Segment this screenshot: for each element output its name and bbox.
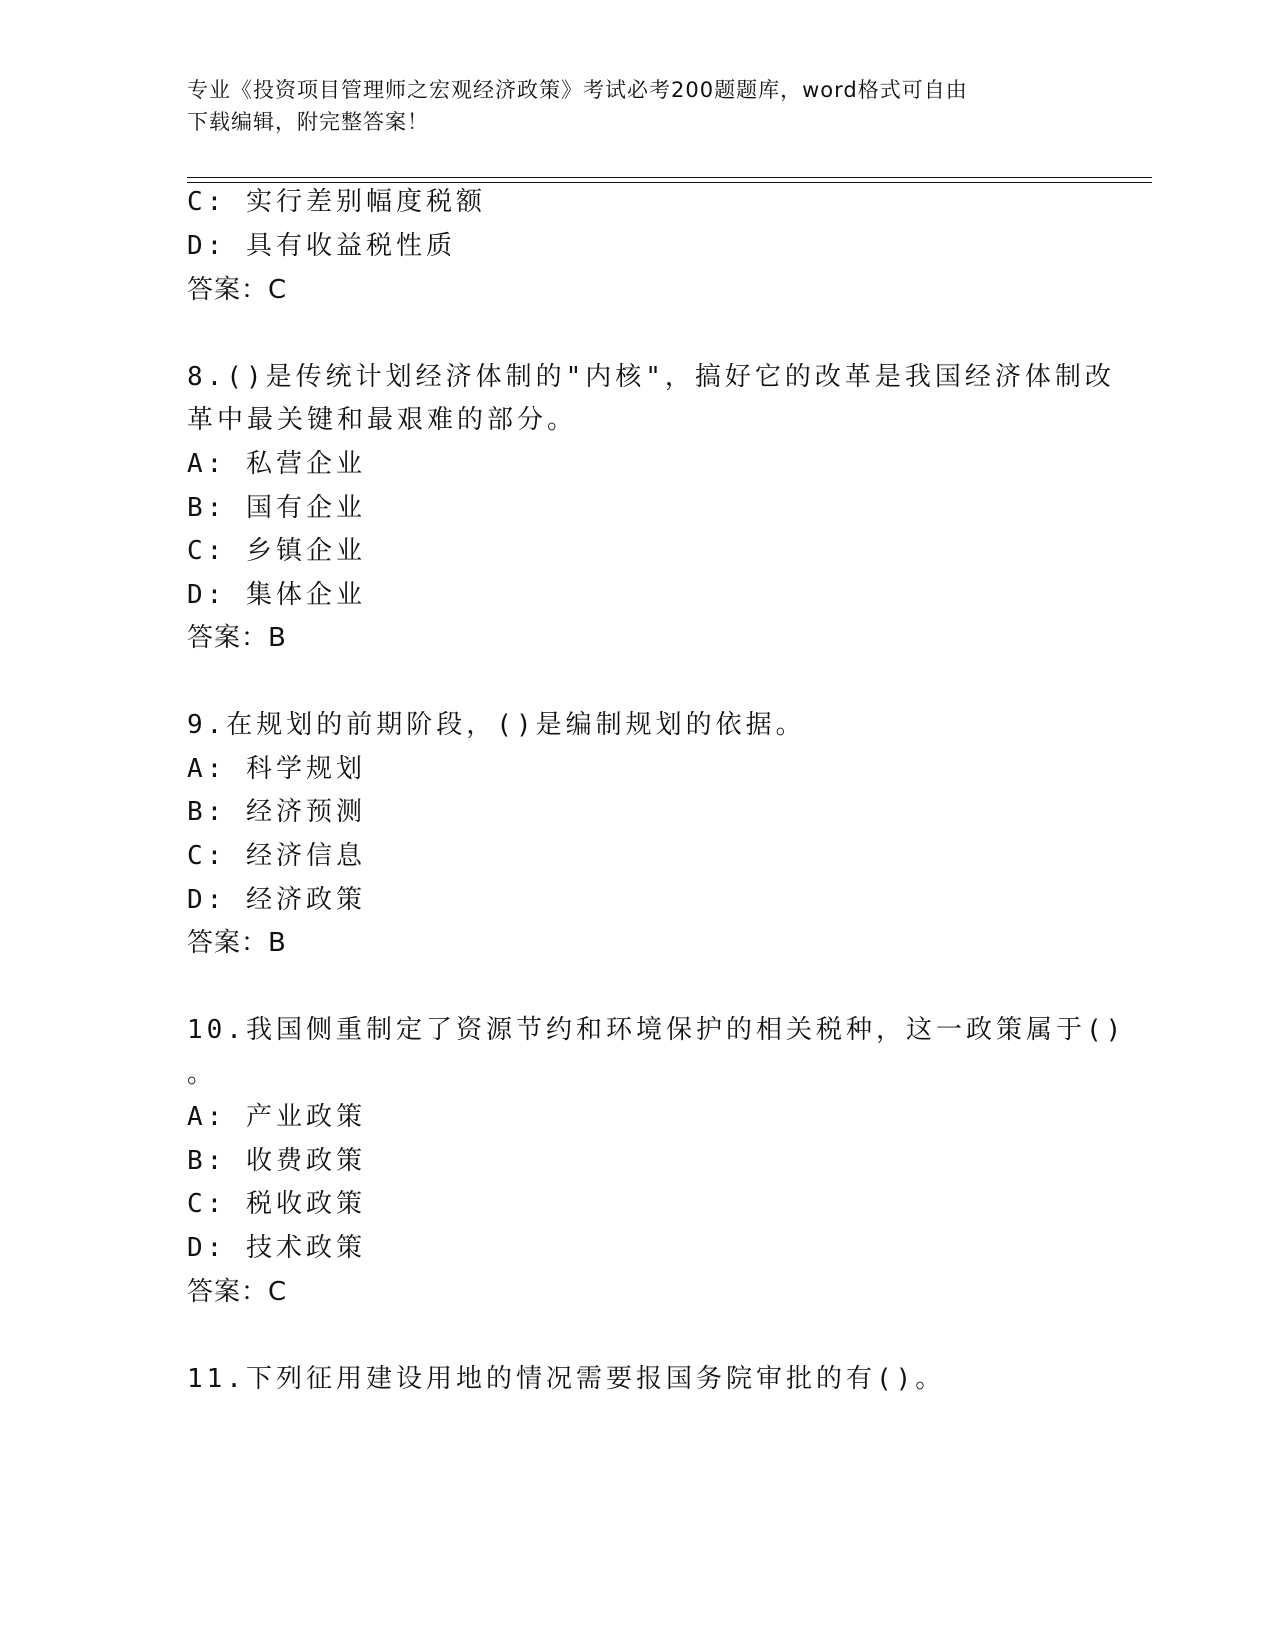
option-b: B: 经济预测 (187, 797, 366, 827)
option-c: C: 实行差别幅度税额 (187, 187, 486, 217)
option-a: A: 产业政策 (187, 1102, 366, 1132)
question-stem: 10.我国侧重制定了资源节约和环境保护的相关税种，这一政策属于() (187, 1015, 1126, 1045)
answer-line: 答案：B (187, 928, 287, 958)
option-d: D: 集体企业 (187, 580, 366, 610)
document-header (187, 74, 1067, 138)
question-stem: 。 (187, 1059, 218, 1089)
answer-line: 答案：C (187, 1277, 288, 1307)
option-b: B: 国有企业 (187, 493, 366, 523)
option-c: C: 乡镇企业 (187, 536, 366, 566)
answer-line: 答案：B (187, 623, 287, 653)
option-d: D: 技术政策 (187, 1233, 366, 1263)
option-b: B: 收费政策 (187, 1146, 366, 1176)
option-c: C: 税收政策 (187, 1189, 366, 1219)
option-c: C: 经济信息 (187, 841, 366, 871)
header-line-1: 专业《投资项目管理师之宏观经济政策》考试必考200题题库，word格式可自由 (187, 78, 968, 102)
question-stem: 9.在规划的前期阶段，()是编制规划的依据。 (187, 710, 806, 740)
header-rule-bottom (187, 182, 1152, 183)
option-d: D: 具有收益税性质 (187, 231, 456, 261)
question-stem: 革中最关键和最艰难的部分。 (187, 405, 578, 435)
option-a: A: 科学规划 (187, 754, 366, 784)
question-stem: 8.()是传统计划经济体制的"内核"，搞好它的改革是我国经济体制改 (187, 362, 1115, 392)
header-rule-top (187, 177, 1152, 178)
answer-line: 答案：C (187, 275, 288, 305)
option-a: A: 私营企业 (187, 449, 366, 479)
question-stem: 11.下列征用建设用地的情况需要报国务院审批的有()。 (187, 1364, 946, 1394)
option-d: D: 经济政策 (187, 885, 366, 915)
header-line-2: 下载编辑，附完整答案！ (187, 110, 429, 134)
